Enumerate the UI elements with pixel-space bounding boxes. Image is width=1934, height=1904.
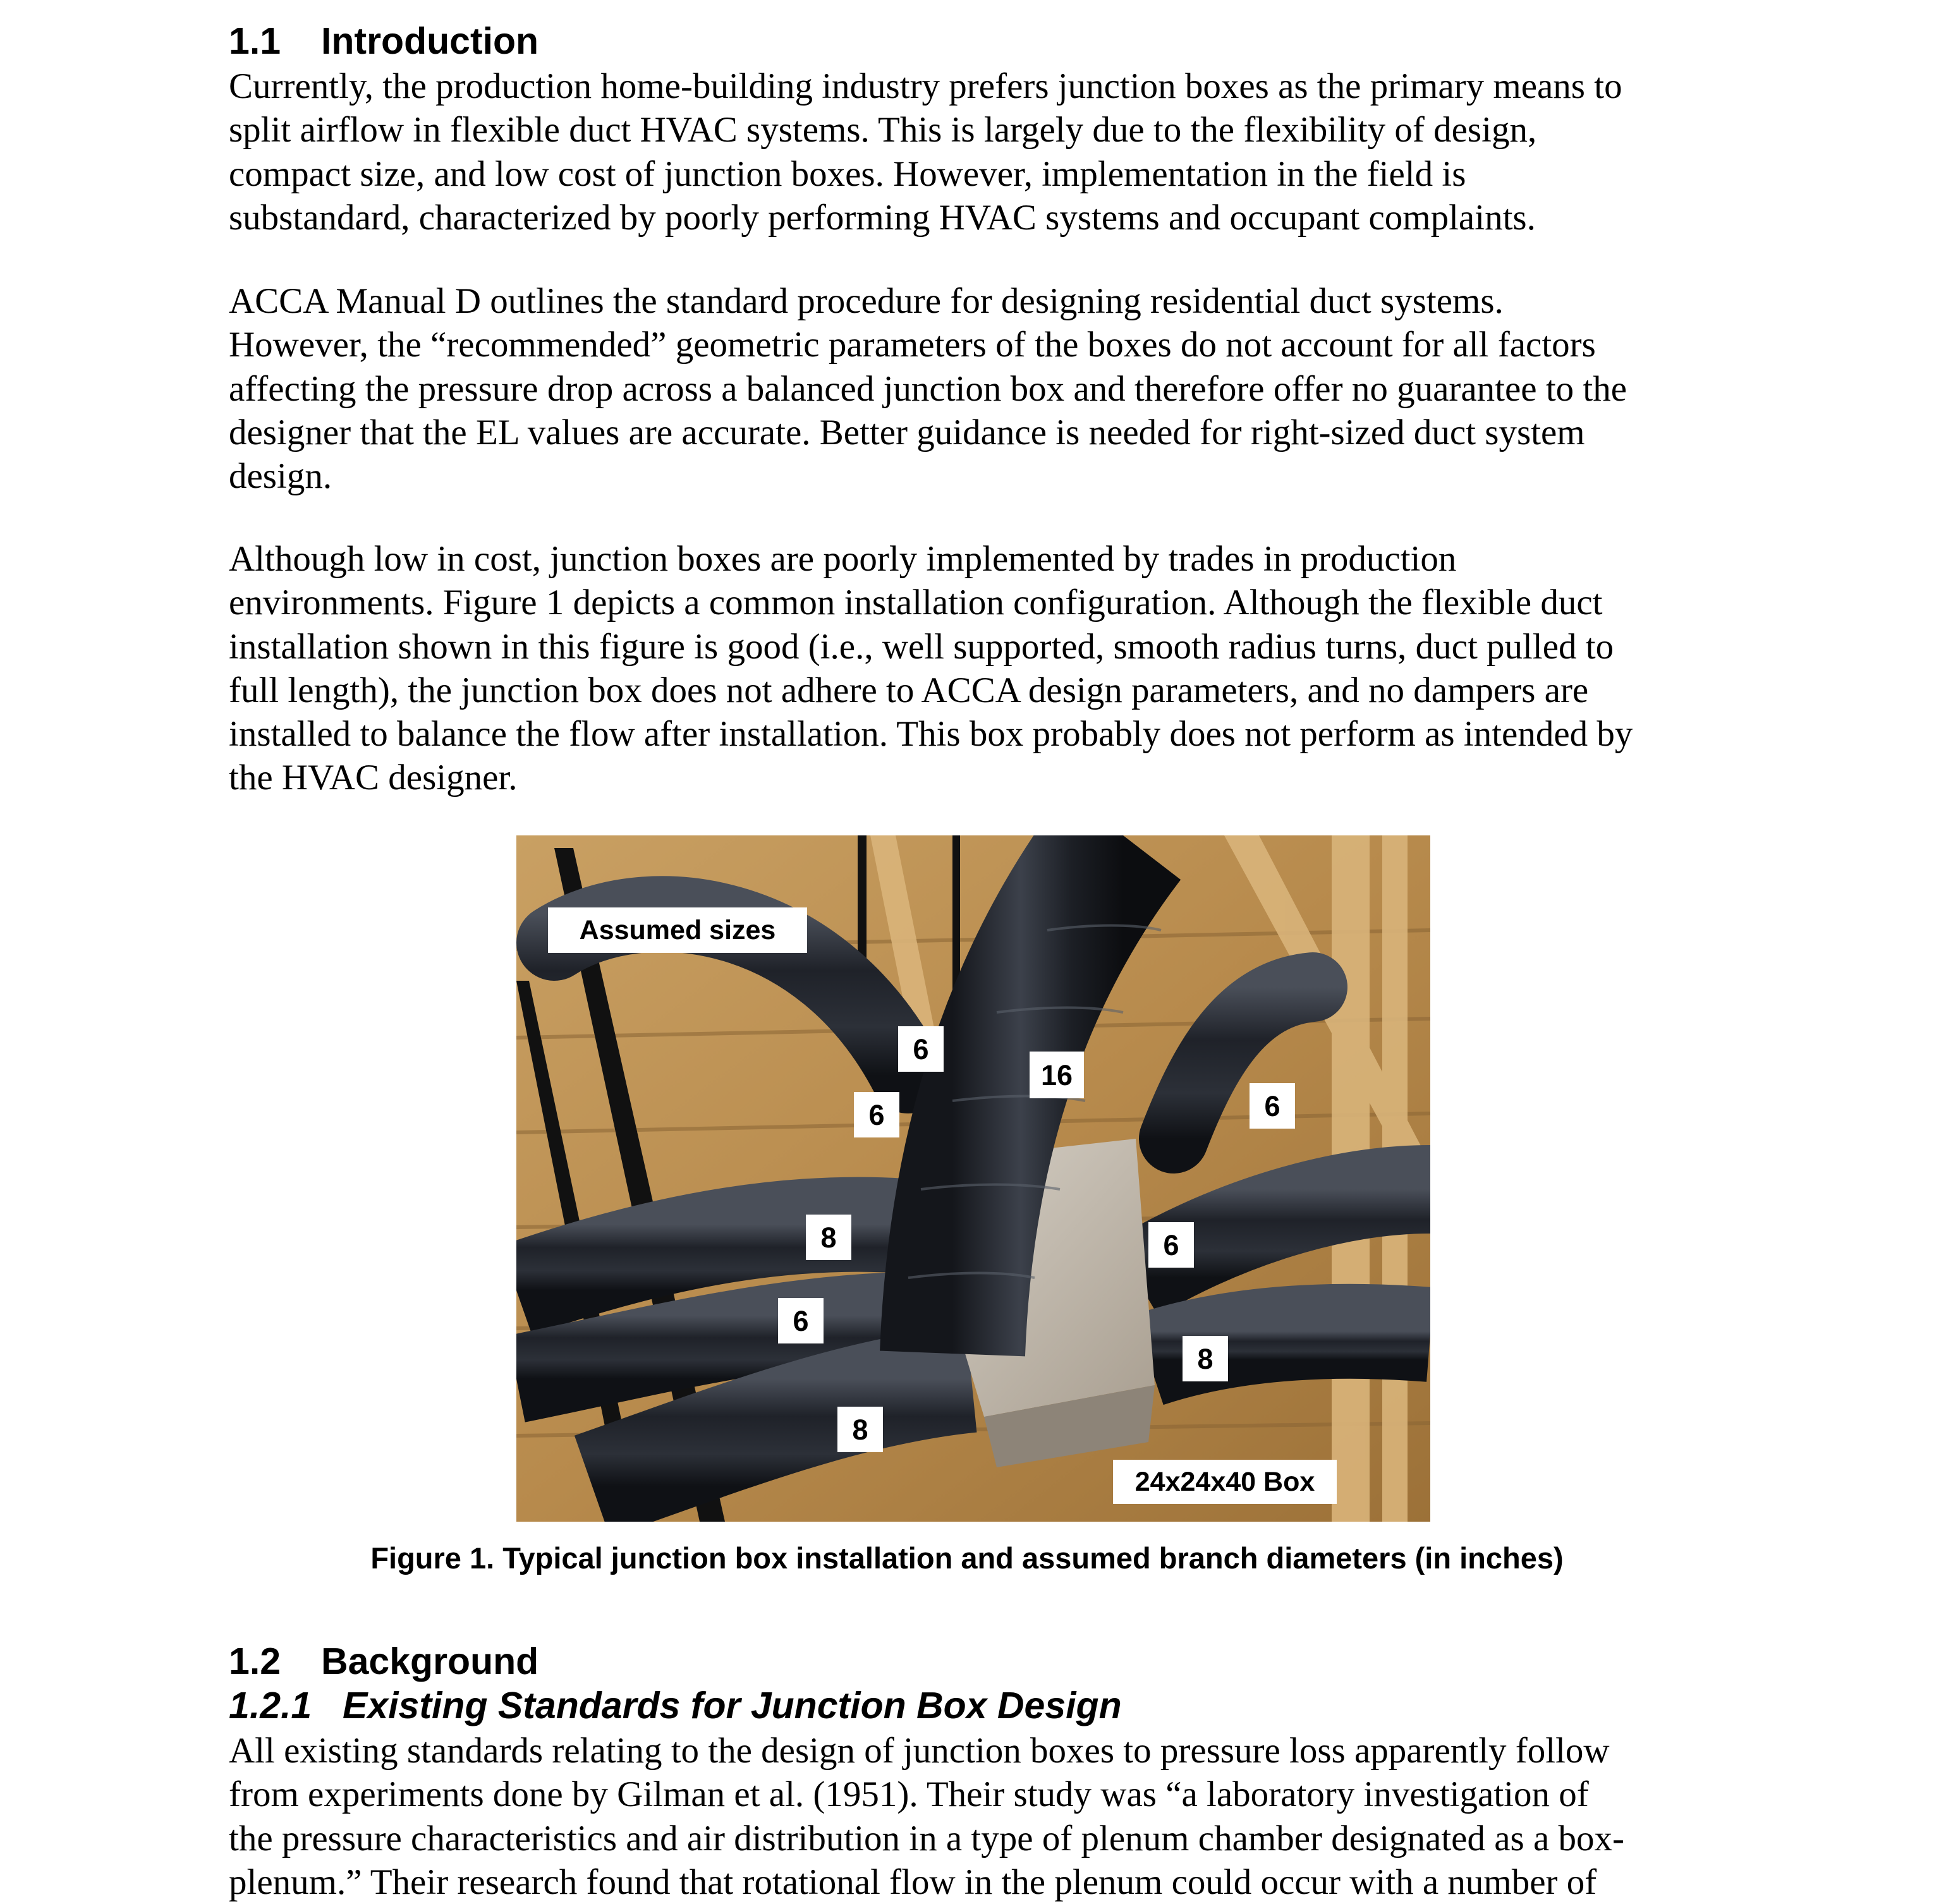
label-diameter: 6 <box>898 1026 944 1072</box>
paragraph-intro-1: Currently, the production home-building industry prefers junction boxes as the primary means to split airflow in flexible duct HVAC systems. This is largely due to the flexibility of design, compact size, and low cost of junction boxes. However, implementation in the field is substandard, characterized by poorly performing HVAC systems and occupant complaints. <box>229 66 1622 238</box>
section-number: 1.1 <box>229 20 281 62</box>
label-diameter: 6 <box>1148 1222 1194 1268</box>
label-diameter: 6 <box>778 1298 824 1343</box>
label-diameter: 8 <box>837 1407 883 1452</box>
subsection-number: 1.2.1 <box>229 1685 312 1726</box>
paragraph-intro-2: ACCA Manual D outlines the standard procedure for designing residential duct systems. However, the “recommended” geometric parameters of the boxes do not account for all factors affecting the pressure drop across a balanced junction box and therefore offer no guarantee to the designer that the EL values are accurate. Better guidance is needed for right-sized duct system design. <box>229 281 1627 497</box>
label-diameter: 8 <box>806 1215 851 1260</box>
figure-junction-box-photo <box>516 835 1430 1522</box>
label-diameter: 8 <box>1183 1336 1228 1381</box>
subsection-title: Existing Standards for Junction Box Design <box>343 1685 1122 1726</box>
paragraph-background-1: All existing standards relating to the design of junction boxes to pressure loss apparently follow from experiments done by Gilman et al. (1951). Their study was “a laboratory investigation of the pressure characteristics and air distribution in a type of plenum chamber designated as a box- plenum.” Their research found that rotational flow in the plenum could occur with a number of <box>229 1731 1624 1902</box>
subsection-heading <box>229 1683 1122 1728</box>
paragraph-intro-3: Although low in cost, junction boxes are poorly implemented by trades in production environments. Figure 1 depicts a common installation configuration. Although the flexible duct installation shown in this figure is good (i.e., well supported, smooth radius turns, duct pulled to full length), the junction box does not adhere to ACCA design parameters, and no dampers are installed to balance the flow after installation. This box probably does not perform as intended by the HVAC designer. <box>229 539 1633 798</box>
section-heading-background <box>229 1639 538 1683</box>
label-diameter: 16 <box>1030 1052 1084 1098</box>
label-diameter: 6 <box>1250 1083 1295 1129</box>
label-diameter: 6 <box>854 1092 899 1137</box>
label-box-size: 24x24x40 Box <box>1113 1460 1337 1504</box>
section-title: Background <box>321 1640 539 1682</box>
section-title: Introduction <box>321 20 539 62</box>
figure-caption: Figure 1. Typical junction box installation and assumed branch diameters (in inches) <box>370 1541 1564 1575</box>
section-number: 1.2 <box>229 1640 281 1682</box>
label-assumed-sizes: Assumed sizes <box>548 907 807 953</box>
section-heading-introduction <box>229 19 538 63</box>
